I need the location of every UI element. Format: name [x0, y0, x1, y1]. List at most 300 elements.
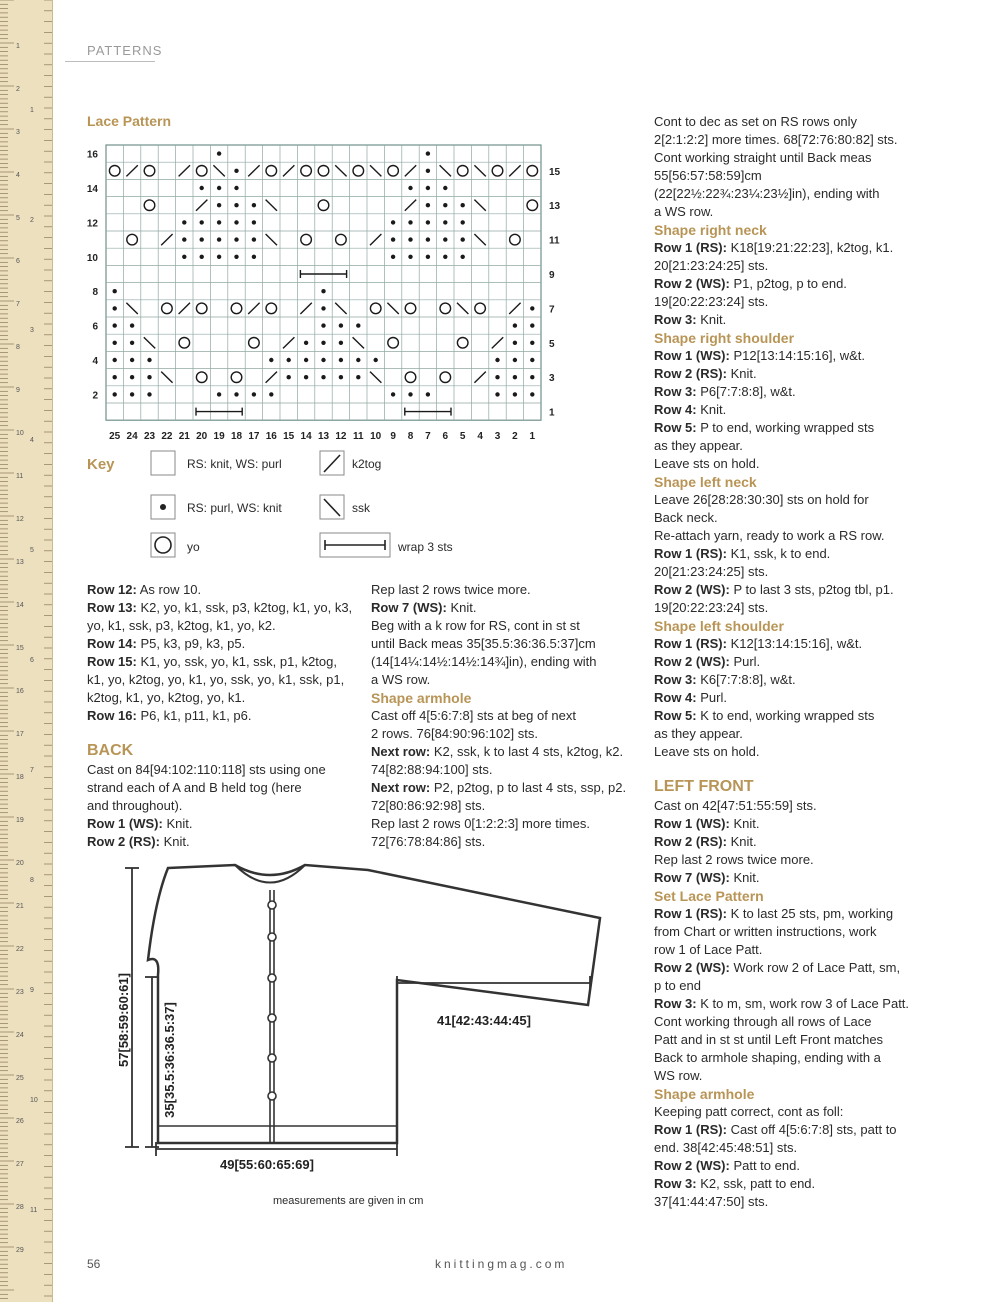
section-heading: BACK — [87, 742, 134, 759]
column-number: 17 — [248, 431, 260, 440]
purl-dot — [130, 323, 134, 327]
purl-dot — [217, 392, 221, 396]
purl-dot — [443, 220, 447, 224]
row-label: Row 1 (RS): — [654, 906, 727, 921]
row-text: 20[21:23:24:25] sts. — [654, 258, 769, 273]
text-line — [371, 761, 626, 779]
row-label: Row 1 (RS): — [654, 1122, 727, 1137]
purl-dot — [513, 375, 517, 379]
row-text: Cast on 84[94:102:110:118] sts using one — [87, 762, 326, 777]
text-line — [654, 455, 909, 473]
text-line — [654, 1193, 909, 1211]
row-text: 72[80:86:92:98] sts. — [371, 798, 486, 813]
row-text: K1, ssk, k to end. — [726, 546, 831, 561]
row-text: Re-attach yarn, ready to work a RS row. — [654, 528, 885, 543]
ruler-cm-label: 12 — [16, 516, 24, 523]
text-line — [87, 599, 352, 617]
row-text: Rep last 2 rows twice more. — [371, 582, 531, 597]
column-number: 2 — [512, 431, 518, 440]
sleeve-label: 41[42:43:44:45] — [437, 1013, 531, 1028]
row-text: end. 38[42:45:48:51] sts. — [654, 1140, 798, 1155]
garment-schematic — [100, 860, 620, 1200]
column-number: 9 — [390, 431, 396, 440]
purl-dot — [130, 375, 134, 379]
row-text: Knit. — [696, 312, 727, 327]
purl-dot — [356, 375, 360, 379]
purl-dot — [321, 341, 325, 345]
button-icon — [268, 933, 276, 941]
row-text: Keeping patt correct, cont as foll: — [654, 1104, 844, 1119]
row-number-left: 12 — [86, 218, 98, 230]
key-label: RS: knit, WS: purl — [187, 457, 282, 471]
row-label: Row 2 (WS): — [654, 960, 730, 975]
purl-dot — [461, 220, 465, 224]
column-number: 5 — [459, 431, 466, 440]
row-number-right: 9 — [549, 270, 555, 281]
text-line — [371, 815, 626, 833]
ruler-inch-label: 6 — [30, 657, 34, 664]
ruler-inch-label: 1 — [30, 107, 34, 114]
text-line — [654, 635, 909, 653]
text-line — [654, 797, 909, 815]
purl-dot — [147, 392, 151, 396]
purl-dot — [217, 237, 221, 241]
ruler-cm-label: 28 — [16, 1204, 24, 1211]
purl-dot — [530, 358, 534, 362]
purl-dot — [252, 203, 256, 207]
text-line — [654, 545, 909, 563]
row-text: P5, k3, p9, k3, p5. — [136, 636, 246, 651]
row-text: K2, ssk, patt to end. — [696, 1176, 816, 1191]
spacer — [87, 725, 352, 741]
purl-dot — [217, 220, 221, 224]
row-number-left: 2 — [92, 390, 98, 402]
ruler-inch-label: 10 — [30, 1097, 38, 1104]
subheading: Set Lace Pattern — [654, 888, 764, 904]
text-line — [654, 869, 909, 887]
text-line — [654, 905, 909, 923]
row-text: Cont working straight until Back meas — [654, 150, 872, 165]
ruler-ticks — [0, 0, 52, 1302]
row-label: Row 5: — [654, 708, 697, 723]
column-number: 24 — [126, 431, 138, 440]
row-number-right: 5 — [549, 338, 555, 350]
key-title: Key — [87, 456, 115, 473]
purl-dot — [130, 358, 134, 362]
ruler-cm-label: 5 — [16, 215, 20, 222]
key-label: RS: purl, WS: knit — [187, 501, 282, 515]
ruler-inch-label: 8 — [30, 877, 34, 884]
text-line — [87, 653, 352, 671]
text-line — [371, 581, 626, 599]
text-line — [654, 347, 909, 365]
row-text: 74[82:88:94:100] sts. — [371, 762, 493, 777]
text-line — [371, 743, 626, 761]
row-label: Row 1 (RS): — [654, 240, 727, 255]
text-line — [371, 725, 626, 743]
row-text: Cast off 4[5:6:7:8] sts, patt to — [726, 1122, 897, 1137]
row-number-right: 3 — [549, 373, 555, 385]
row-text: Knit. — [726, 834, 757, 849]
purl-dot — [391, 392, 395, 396]
row-text: Cast on 42[47:51:55:59] sts. — [654, 798, 817, 813]
row-label: Row 2 (RS): — [654, 366, 727, 381]
column-number: 4 — [477, 431, 483, 440]
purl-dot — [321, 358, 325, 362]
row-text: k1, yo, k2tog, yo, k1, yo, ssk, yo, k1, ssk, p1, — [87, 672, 345, 687]
text-line — [371, 635, 626, 653]
column-number: 19 — [213, 431, 225, 440]
ruler-cm-label: 20 — [16, 860, 24, 867]
row-text: K18[19:21:22:23], k2tog, k1. — [726, 240, 894, 255]
text-line — [654, 707, 909, 725]
column-number: 3 — [494, 431, 501, 440]
column-number: 7 — [425, 431, 431, 440]
row-text: Cont to dec as set on RS rows only — [654, 114, 858, 129]
text-line — [654, 1049, 909, 1067]
row-text: WS row. — [654, 1068, 703, 1083]
text-line — [654, 959, 909, 977]
text-line — [371, 707, 626, 725]
text-line — [654, 923, 909, 941]
purl-dot — [426, 392, 430, 396]
row-text: Purl. — [696, 690, 727, 705]
blank-square-icon — [151, 451, 175, 475]
purl-dot — [495, 375, 499, 379]
row-text: 19[20:22:23:24] sts. — [654, 600, 769, 615]
row-label: Row 4: — [654, 402, 697, 417]
text-line — [654, 419, 909, 437]
purl-dot — [530, 323, 534, 327]
button-icon — [268, 1054, 276, 1062]
text-line — [654, 1013, 909, 1031]
purl-dot — [147, 358, 151, 362]
text-line — [87, 779, 352, 797]
column-number: 23 — [143, 431, 156, 440]
row-label: Row 1 (WS): — [654, 348, 730, 363]
text-line — [654, 1157, 909, 1175]
schematic-caption: measurements are given in cm — [273, 1195, 424, 1207]
text-line — [654, 1031, 909, 1049]
purl-dot — [269, 392, 273, 396]
text-line — [371, 617, 626, 635]
purl-dot — [495, 392, 499, 396]
purl-dot — [113, 323, 117, 327]
purl-dot — [217, 151, 221, 155]
ruler-cm-label: 21 — [16, 903, 24, 910]
column-number: 18 — [230, 431, 243, 440]
purl-dot — [426, 169, 430, 173]
row-number-left: 8 — [92, 287, 98, 299]
row-text: from Chart or written instructions, work — [654, 924, 877, 939]
purl-dot — [530, 306, 534, 310]
purl-dot — [217, 186, 221, 190]
purl-dot — [113, 306, 117, 310]
row-number-right: 7 — [549, 304, 555, 316]
row-text: Patt and in st st until Left Front matches — [654, 1032, 884, 1047]
purl-dot — [130, 341, 134, 345]
button-icon — [268, 1092, 276, 1100]
text-line — [654, 671, 909, 689]
purl-dot — [513, 323, 517, 327]
row-text: Back to armhole shaping, ending with a — [654, 1050, 881, 1065]
section-header: PATTERNS — [87, 43, 163, 58]
height-body-label: 35[35.5:36:36.5:37] — [162, 1002, 177, 1118]
ruler-inch-label: 5 — [30, 547, 34, 554]
row-text: 2 rows. 76[84:90:96:102] sts. — [371, 726, 538, 741]
text-line — [654, 941, 909, 959]
purl-dot — [408, 392, 412, 396]
text-line — [87, 689, 352, 707]
text-line — [371, 671, 626, 689]
purl-dot — [443, 186, 447, 190]
text-line — [371, 833, 626, 851]
text-line — [87, 815, 352, 833]
text-column-1 — [87, 581, 352, 851]
chart-key — [87, 448, 507, 568]
row-label: Row 3: — [654, 384, 697, 399]
row-text: Knit. — [726, 366, 757, 381]
text-line — [654, 167, 909, 185]
purl-dot — [426, 151, 430, 155]
row-text: Leave 26[28:28:30:30] sts on hold for — [654, 492, 869, 507]
purl-dot — [234, 237, 238, 241]
section-heading: LEFT FRONT — [654, 778, 754, 795]
row-number-left: 6 — [92, 321, 98, 333]
row-number-right: 15 — [549, 166, 560, 178]
purl-dot — [113, 358, 117, 362]
row-text: p to end — [654, 978, 701, 993]
spacer — [654, 761, 909, 777]
row-label: Row 1 (RS): — [654, 636, 727, 651]
purl-dot — [200, 255, 204, 259]
ruler-cm-label: 10 — [16, 430, 24, 437]
row-text: P2, p2tog, p to last 4 sts, ssp, p2. — [430, 780, 627, 795]
column-number: 14 — [300, 431, 312, 440]
ruler-cm-label: 4 — [16, 172, 20, 179]
purl-dot — [513, 392, 517, 396]
column-number: 25 — [109, 431, 121, 440]
text-line — [371, 779, 626, 797]
row-number-left: 16 — [86, 149, 98, 161]
ruler-cm-label: 27 — [16, 1161, 24, 1168]
text-line — [654, 185, 909, 203]
text-line — [654, 113, 909, 131]
purl-dot — [495, 358, 499, 362]
row-label: Row 1 (RS): — [654, 546, 727, 561]
row-text: K2, ssk, k to last 4 sts, k2tog, k2. — [430, 744, 624, 759]
button-icon — [268, 974, 276, 982]
purl-dot — [217, 255, 221, 259]
row-text: until Back meas 35[35.5:36:36.5:37]cm — [371, 636, 596, 651]
purl-dot — [321, 306, 325, 310]
text-line — [654, 689, 909, 707]
header-rule — [65, 61, 155, 62]
column-number: 16 — [265, 431, 277, 440]
ruler-cm-label: 13 — [16, 559, 24, 566]
ruler-strip — [0, 0, 53, 1302]
purl-dot — [217, 203, 221, 207]
row-text: as they appear. — [654, 438, 743, 453]
text-line — [654, 581, 909, 599]
purl-dot — [461, 237, 465, 241]
purl-dot — [443, 203, 447, 207]
text-line — [654, 563, 909, 581]
purl-dot — [287, 375, 291, 379]
purl-dot — [321, 323, 325, 327]
purl-dot — [426, 220, 430, 224]
ruler-cm-label: 15 — [16, 645, 24, 652]
purl-dot — [461, 255, 465, 259]
purl-dot — [530, 375, 534, 379]
row-text: 72[76:78:84:86] sts. — [371, 834, 486, 849]
ruler-cm-label: 2 — [16, 86, 20, 93]
text-column-3 — [654, 113, 909, 1211]
row-text: K1, yo, ssk, yo, k1, ssk, p1, k2tog, — [136, 654, 337, 669]
row-number-left: 4 — [92, 356, 98, 367]
purl-dot — [200, 237, 204, 241]
text-line — [654, 851, 909, 869]
dot-icon — [160, 504, 166, 510]
row-text: a WS row. — [654, 204, 714, 219]
row-text: P12[13:14:15:16], w&t. — [729, 348, 865, 363]
text-line — [654, 653, 909, 671]
text-line — [87, 707, 352, 725]
text-line — [654, 1139, 909, 1157]
text-line — [87, 671, 352, 689]
row-label: Row 4: — [654, 690, 697, 705]
row-label: Row 2 (WS): — [654, 1158, 730, 1173]
row-text: Beg with a k row for RS, cont in st st — [371, 618, 580, 633]
ruler-cm-label: 9 — [16, 387, 20, 394]
purl-dot — [113, 289, 117, 293]
purl-dot — [234, 392, 238, 396]
row-text: K6[7:7:8:8], w&t. — [696, 672, 796, 687]
row-text: (14[14¼:14½:14½:14¾]in), ending with — [371, 654, 597, 669]
column-number: 8 — [407, 431, 414, 440]
purl-dot — [252, 392, 256, 396]
row-label: Row 7 (WS): — [371, 600, 447, 615]
text-line — [87, 833, 352, 851]
row-number-right: 1 — [549, 407, 555, 419]
purl-dot — [530, 392, 534, 396]
purl-dot — [304, 358, 308, 362]
purl-dot — [391, 255, 395, 259]
text-line — [654, 995, 909, 1013]
purl-dot — [234, 255, 238, 259]
ruler-cm-label: 23 — [16, 989, 24, 996]
row-text: Knit. — [159, 834, 190, 849]
row-text: Knit. — [729, 816, 760, 831]
purl-dot — [391, 237, 395, 241]
row-label: Row 3: — [654, 1176, 697, 1191]
row-text: Cast off 4[5:6:7:8] sts at beg of next — [371, 708, 576, 723]
row-text: P1, p2tog, p to end. — [729, 276, 847, 291]
text-line — [87, 797, 352, 815]
row-label: Row 1 (WS): — [87, 816, 163, 831]
text-line — [654, 491, 909, 509]
row-text: Rep last 2 rows 0[1:2:2:3] more times. — [371, 816, 590, 831]
ruler-inch-label: 7 — [30, 767, 34, 774]
chart-title: Lace Pattern — [87, 113, 172, 129]
text-line — [654, 743, 909, 761]
text-line — [654, 599, 909, 617]
row-text: 20[21:23:24:25] sts. — [654, 564, 769, 579]
purl-dot — [408, 186, 412, 190]
subheading: Shape left neck — [654, 474, 757, 490]
purl-dot — [356, 358, 360, 362]
ruler-cm-label: 7 — [16, 301, 20, 308]
purl-dot — [426, 203, 430, 207]
row-label: Row 16: — [87, 708, 137, 723]
key-label: wrap 3 sts — [398, 540, 453, 554]
row-label: Next row: — [371, 744, 431, 759]
purl-dot — [234, 186, 238, 190]
ruler-cm-label: 29 — [16, 1247, 24, 1254]
purl-dot — [513, 341, 517, 345]
row-text: K to last 25 sts, pm, working — [726, 906, 894, 921]
subheading: Shape right shoulder — [654, 330, 795, 346]
row-number-left: 10 — [86, 252, 98, 264]
width-label: 49[55:60:65:69] — [220, 1157, 314, 1172]
purl-dot — [391, 220, 395, 224]
text-line — [654, 1103, 909, 1121]
row-text: 19[20:22:23:24] sts. — [654, 294, 769, 309]
row-label: Row 2 (RS): — [87, 834, 160, 849]
purl-dot — [130, 392, 134, 396]
row-label: Row 12: — [87, 582, 137, 597]
ruler-cm-label: 17 — [16, 731, 24, 738]
text-line — [371, 653, 626, 671]
text-line — [654, 509, 909, 527]
purl-dot — [200, 186, 204, 190]
row-text: P6[7:7:8:8], w&t. — [696, 384, 796, 399]
row-text: Leave sts on hold. — [654, 744, 760, 759]
purl-dot — [269, 358, 273, 362]
purl-dot — [426, 255, 430, 259]
key-label: yo — [187, 540, 200, 554]
ruler-cm-label: 18 — [16, 774, 24, 781]
row-text: k2tog, k1, yo, k2tog, yo, k1. — [87, 690, 246, 705]
text-line — [654, 149, 909, 167]
subheading: Shape armhole — [654, 1086, 755, 1102]
row-text: Knit. — [446, 600, 477, 615]
text-line — [654, 275, 909, 293]
purl-dot — [182, 237, 186, 241]
purl-dot — [339, 375, 343, 379]
purl-dot — [182, 255, 186, 259]
ruler-inch-label: 9 — [30, 987, 34, 994]
row-label: Row 3: — [654, 996, 697, 1011]
lace-chart — [80, 140, 560, 440]
purl-dot — [113, 341, 117, 345]
text-line — [654, 833, 909, 851]
row-label: Row 2 (WS): — [654, 276, 730, 291]
ruler-cm-label: 1 — [16, 43, 20, 50]
button-icon — [268, 1014, 276, 1022]
ruler-cm-label: 3 — [16, 129, 20, 136]
row-label: Row 3: — [654, 312, 697, 327]
row-text: Knit. — [696, 402, 727, 417]
text-line — [87, 581, 352, 599]
page-number: 56 — [87, 1257, 101, 1271]
purl-dot — [339, 323, 343, 327]
column-number: 22 — [161, 431, 173, 440]
text-line — [654, 311, 909, 329]
text-line — [654, 383, 909, 401]
row-label: Next row: — [371, 780, 431, 795]
ruler-cm-label: 19 — [16, 817, 24, 824]
